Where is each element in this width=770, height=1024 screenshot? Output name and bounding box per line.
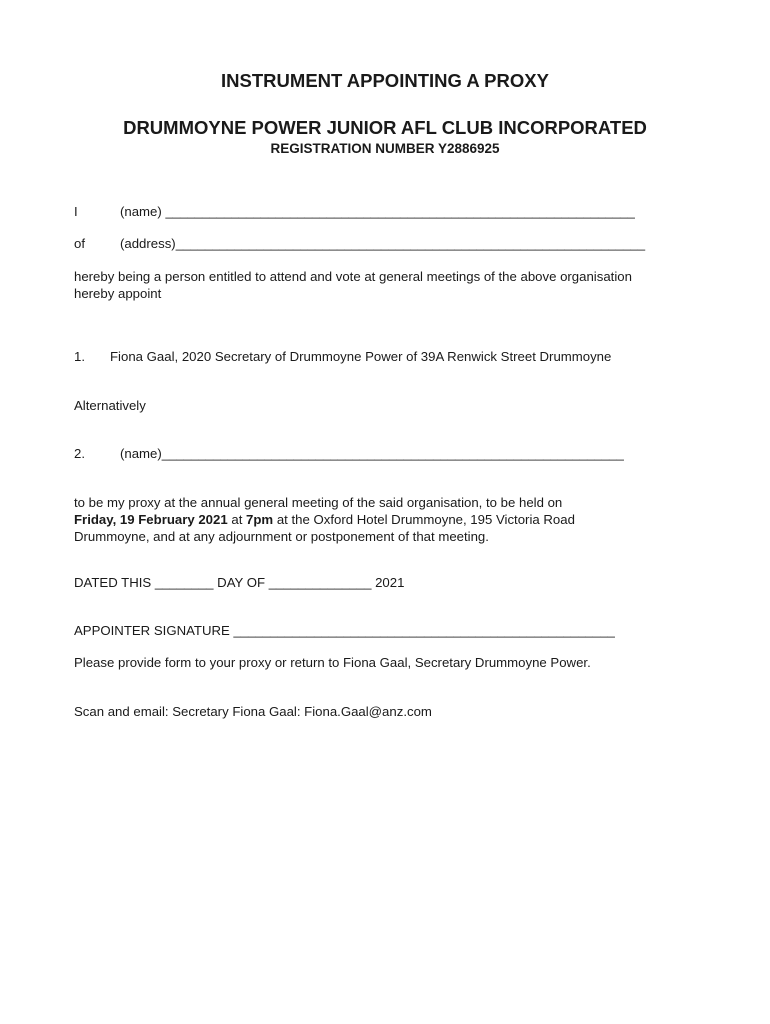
proxy-at: at	[227, 512, 247, 527]
contact-text: Scan and email: Secretary Fiona Gaal: Fiona.Gaal@anz.com	[74, 704, 432, 719]
intro-paragraph	[74, 268, 694, 302]
instruction-text: Please provide form to your proxy or return to Fiona Gaal, Secretary Drummoyne Power.	[74, 655, 591, 670]
intro-line-2: hereby appoint	[74, 286, 162, 301]
name-blank-line: ________________________________________________________________	[165, 204, 635, 219]
meeting-date: Friday, 19 February 2021	[74, 512, 228, 527]
document-title: INSTRUMENT APPOINTING A PROXY	[221, 70, 549, 91]
registration-number: REGISTRATION NUMBER Y2886925	[270, 141, 500, 156]
appointee-2-number: 2.	[74, 446, 85, 461]
meeting-time: 7pm	[246, 512, 274, 527]
appointee-2-field-label: (name)	[120, 446, 162, 461]
appointee-1-number: 1.	[74, 349, 85, 364]
alternatively-label: Alternatively	[74, 398, 146, 413]
address-blank-line: ________________________________________________________________	[175, 236, 646, 251]
name-field[interactable]	[120, 204, 635, 219]
proxy-text-line-3: Drummoyne, and at any adjournment or postponement of that meeting.	[74, 529, 489, 544]
appointee-1-text: Fiona Gaal, 2020 Secretary of Drummoyne Power of 39A Renwick Street Drummoyne	[110, 349, 612, 364]
signature-line[interactable]: APPOINTER SIGNATURE ____________________________________________________	[74, 623, 615, 638]
dated-line[interactable]: DATED THIS ________ DAY OF ______________ 2021	[74, 575, 405, 590]
intro-line-1: hereby being a person entitled to attend and vote at general meetings of the above organisation	[74, 269, 632, 284]
club-name: DRUMMOYNE POWER JUNIOR AFL CLUB INCORPORATED	[123, 117, 647, 138]
address-row-label: of	[74, 236, 85, 251]
meeting-venue: at the Oxford Hotel Drummoyne, 195 Victoria Road	[273, 512, 575, 527]
proxy-paragraph	[74, 494, 694, 545]
name-row-label: I	[74, 204, 78, 219]
name-field-label: (name)	[120, 204, 162, 219]
address-field-label: (address)	[120, 236, 176, 251]
address-field[interactable]	[120, 236, 645, 251]
proxy-text-line-1: to be my proxy at the annual general meeting of the said organisation, to be held on	[74, 495, 563, 510]
appointee-2-blank-line: _______________________________________________________________	[161, 446, 624, 461]
appointee-2-name-field[interactable]	[120, 446, 624, 461]
